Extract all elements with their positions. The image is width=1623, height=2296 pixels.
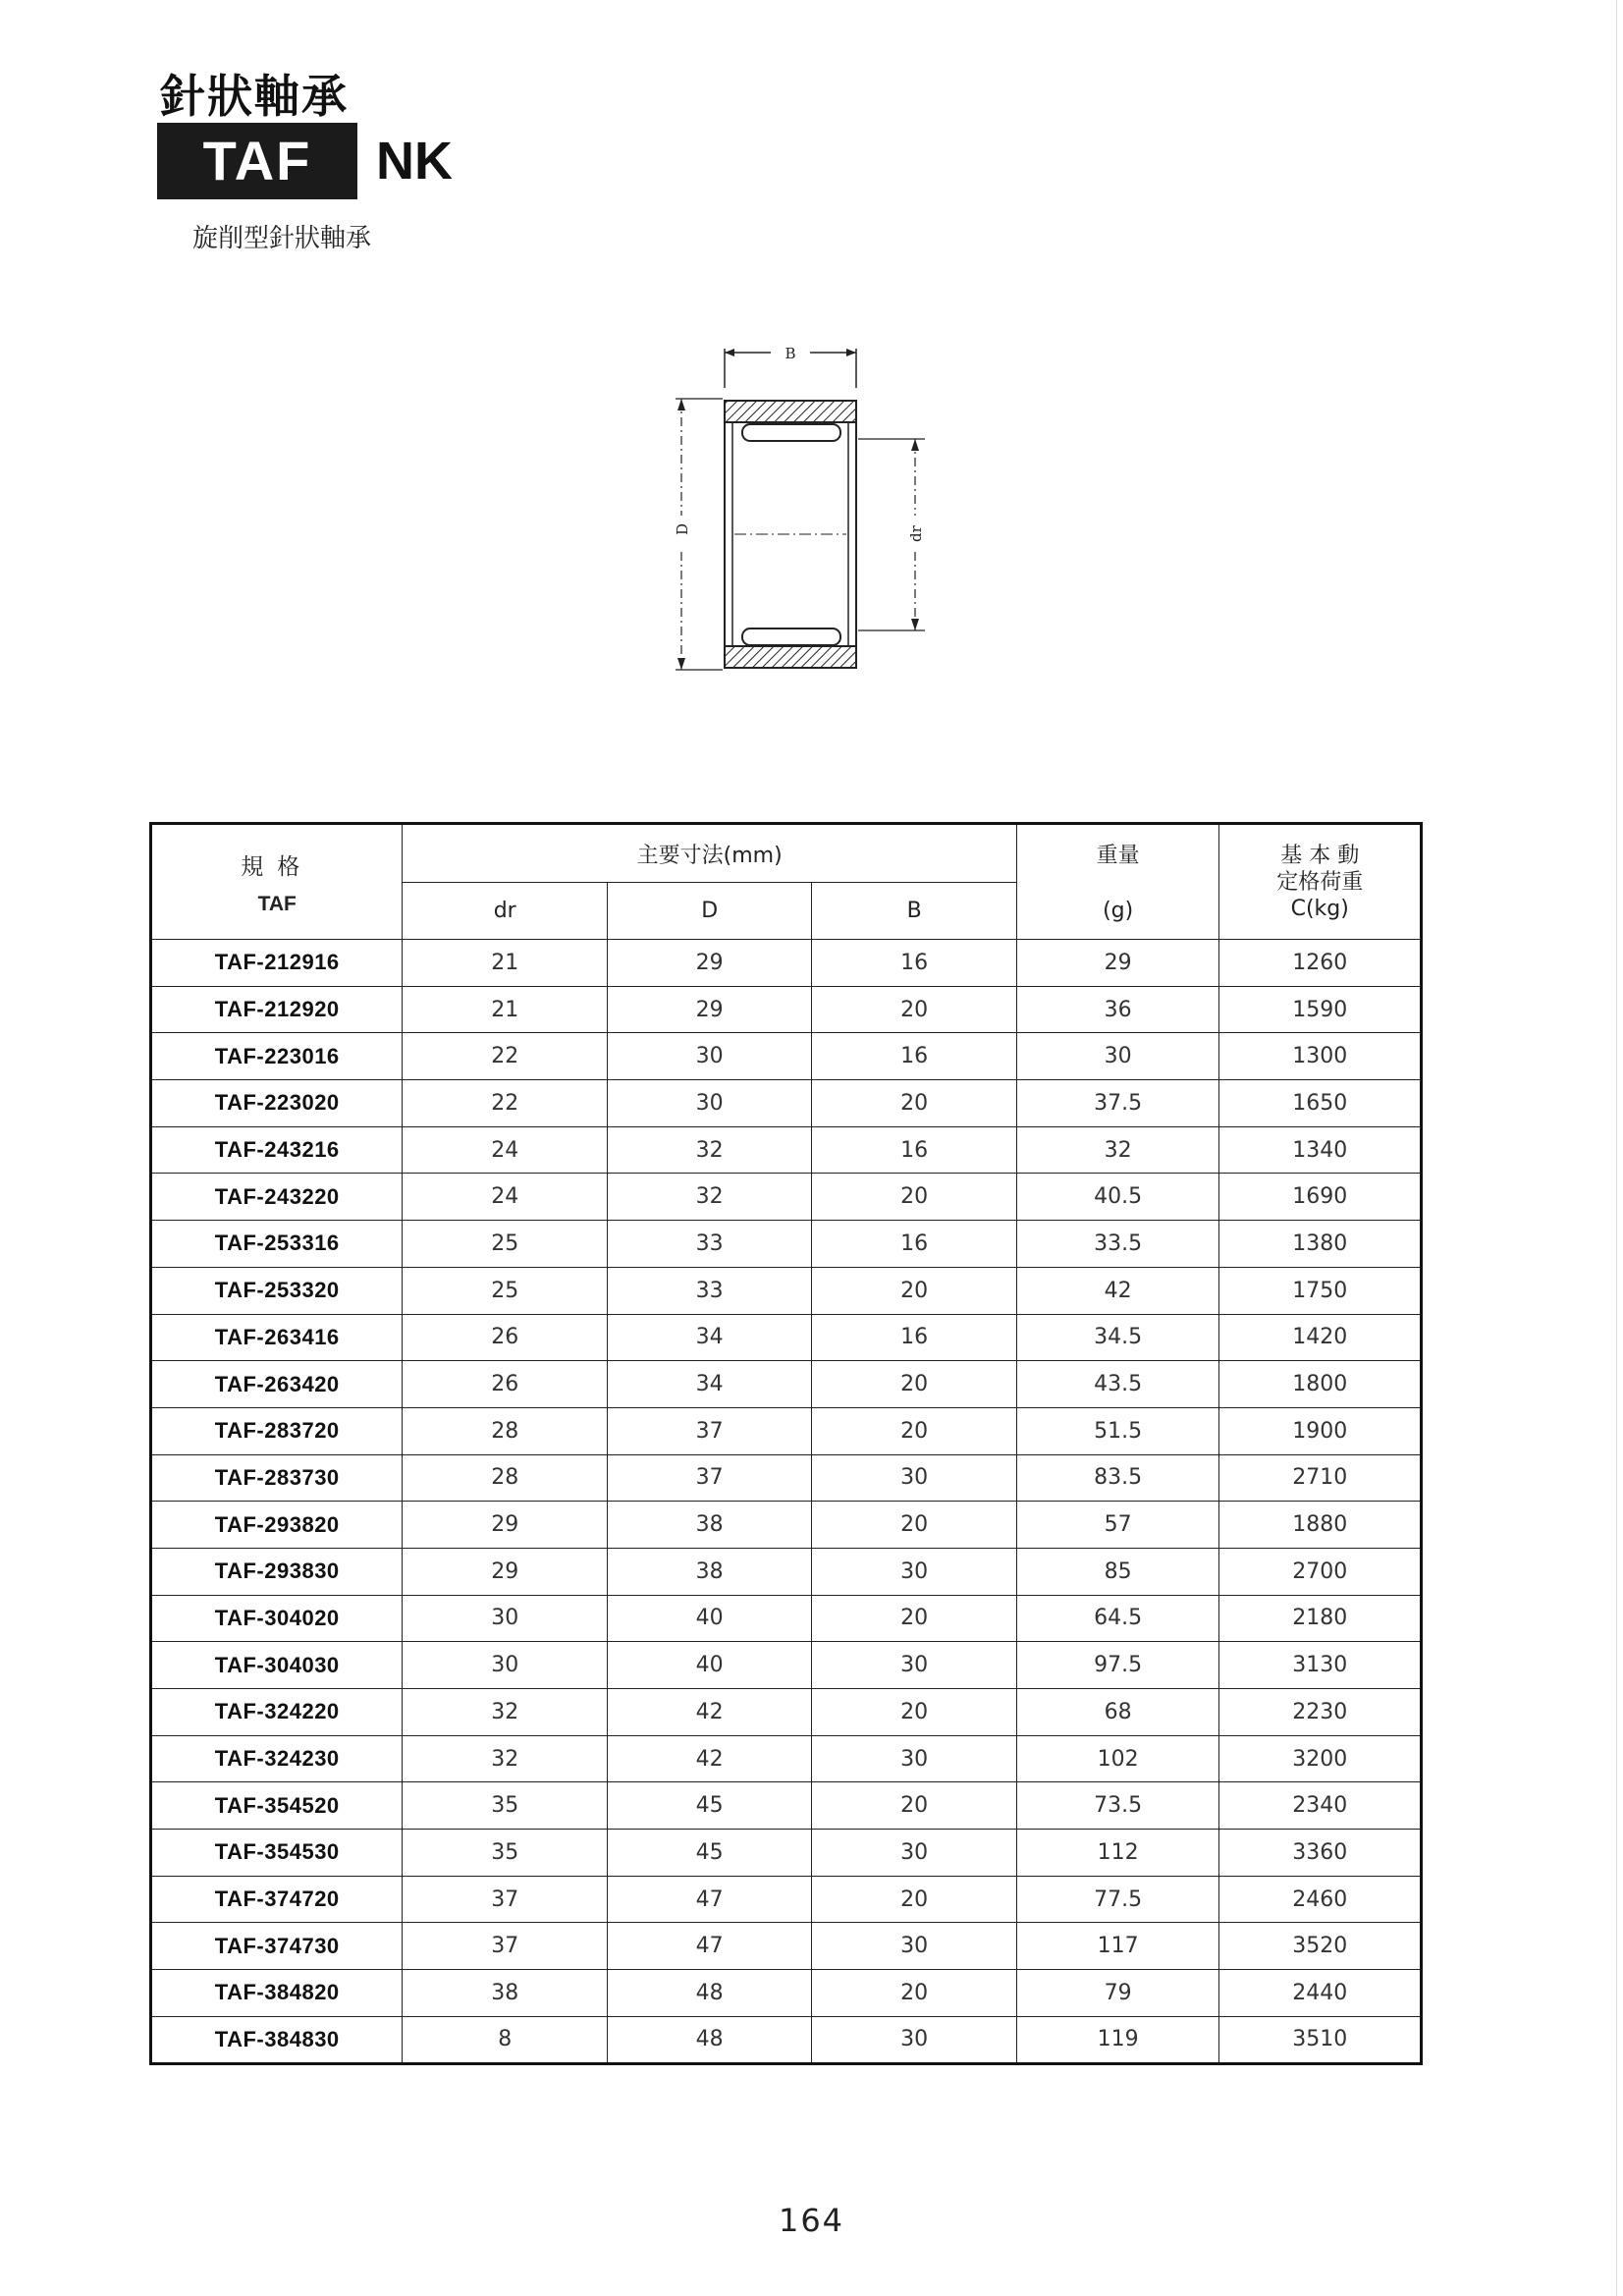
header-weight-unit: (g)	[1016, 883, 1219, 940]
cell-b: 20	[812, 1689, 1016, 1736]
cell-b: 16	[812, 1314, 1016, 1361]
cell-load: 1880	[1219, 1502, 1422, 1549]
cell-load: 2710	[1219, 1454, 1422, 1502]
header-load: 基 本 動 定格荷重 C(kg)	[1219, 824, 1422, 940]
cell-dr: 32	[403, 1735, 607, 1782]
cell-weight: 83.5	[1016, 1454, 1219, 1502]
cell-dr: 28	[403, 1407, 607, 1454]
cell-weight: 119	[1016, 2016, 1219, 2063]
cell-b: 20	[812, 1876, 1016, 1923]
outer-ring-bottom	[725, 646, 856, 668]
cell-d: 33	[607, 1267, 811, 1314]
table-row	[151, 1033, 1422, 1080]
dimension-d	[674, 399, 723, 670]
cell-dr: 22	[403, 1080, 607, 1127]
cell-model: TAF-324230	[151, 1735, 403, 1782]
cell-dr: 26	[403, 1361, 607, 1408]
cell-model: TAF-374730	[151, 1923, 403, 1970]
cell-d: 38	[607, 1548, 811, 1595]
table-row	[151, 2016, 1422, 2063]
cell-model: TAF-223016	[151, 1033, 403, 1080]
dimension-b	[725, 345, 856, 388]
cell-dr: 25	[403, 1221, 607, 1268]
cell-model: TAF-304020	[151, 1595, 403, 1642]
cell-weight: 73.5	[1016, 1782, 1219, 1830]
cell-b: 30	[812, 1548, 1016, 1595]
cell-d: 32	[607, 1126, 811, 1174]
cell-b: 20	[812, 1782, 1016, 1830]
table-row	[151, 1689, 1422, 1736]
cell-dr: 28	[403, 1454, 607, 1502]
cell-load: 1800	[1219, 1361, 1422, 1408]
cell-load: 1380	[1219, 1221, 1422, 1268]
cell-load: 3360	[1219, 1830, 1422, 1877]
table-row	[151, 1080, 1422, 1127]
cell-d: 30	[607, 1033, 811, 1080]
cell-model: TAF-374720	[151, 1876, 403, 1923]
series-suffix: NK	[376, 132, 453, 191]
page-title: 針狀軸承	[160, 70, 349, 123]
cell-load: 3510	[1219, 2016, 1422, 2063]
specification-table	[149, 822, 1423, 2065]
cell-b: 20	[812, 1361, 1016, 1408]
cell-d: 40	[607, 1642, 811, 1689]
cell-b: 20	[812, 986, 1016, 1033]
cell-d: 47	[607, 1876, 811, 1923]
table-row	[151, 1407, 1422, 1454]
cell-weight: 40.5	[1016, 1174, 1219, 1221]
cell-load: 3520	[1219, 1923, 1422, 1970]
cell-model: TAF-212920	[151, 986, 403, 1033]
needle-roller-bottom	[742, 629, 840, 645]
cell-model: TAF-304030	[151, 1642, 403, 1689]
cell-model: TAF-293820	[151, 1502, 403, 1549]
cell-dr: 37	[403, 1876, 607, 1923]
cell-dr: 24	[403, 1174, 607, 1221]
header-dr: dr	[403, 883, 607, 940]
cell-b: 30	[812, 1923, 1016, 1970]
cell-load: 1260	[1219, 940, 1422, 987]
table-row	[151, 1642, 1422, 1689]
table-row	[151, 1267, 1422, 1314]
table-row	[151, 1314, 1422, 1361]
cell-model: TAF-212916	[151, 940, 403, 987]
table-row	[151, 940, 1422, 987]
cell-weight: 30	[1016, 1033, 1219, 1080]
cell-dr: 22	[403, 1033, 607, 1080]
cell-dr: 29	[403, 1502, 607, 1549]
cell-b: 20	[812, 1174, 1016, 1221]
cell-dr: 25	[403, 1267, 607, 1314]
cell-model: TAF-283730	[151, 1454, 403, 1502]
cell-load: 2340	[1219, 1782, 1422, 1830]
table-row	[151, 1221, 1422, 1268]
cell-model: TAF-384830	[151, 2016, 403, 2063]
cell-b: 30	[812, 1735, 1016, 1782]
cell-weight: 57	[1016, 1502, 1219, 1549]
cell-d: 34	[607, 1361, 811, 1408]
cell-weight: 42	[1016, 1267, 1219, 1314]
cell-b: 16	[812, 1126, 1016, 1174]
cell-d: 47	[607, 1923, 811, 1970]
cell-model: TAF-354530	[151, 1830, 403, 1877]
needle-roller-top	[742, 424, 840, 441]
cell-dr: 30	[403, 1642, 607, 1689]
cell-model: TAF-293830	[151, 1548, 403, 1595]
cell-d: 40	[607, 1595, 811, 1642]
cell-dr: 38	[403, 1970, 607, 2017]
cell-model: TAF-384820	[151, 1970, 403, 2017]
table-row	[151, 1361, 1422, 1408]
cell-load: 3130	[1219, 1642, 1422, 1689]
cell-dr: 29	[403, 1548, 607, 1595]
cell-load: 1420	[1219, 1314, 1422, 1361]
cell-weight: 64.5	[1016, 1595, 1219, 1642]
page-subtitle: 旋削型針狀軸承	[192, 224, 372, 253]
cell-weight: 97.5	[1016, 1642, 1219, 1689]
cell-load: 2460	[1219, 1876, 1422, 1923]
series-badge: TAF	[157, 123, 357, 199]
cell-dr: 30	[403, 1595, 607, 1642]
header-dimensions: 主要寸法(mm)	[403, 824, 1016, 883]
table-row	[151, 1548, 1422, 1595]
cell-weight: 51.5	[1016, 1407, 1219, 1454]
cell-d: 45	[607, 1782, 811, 1830]
cell-b: 20	[812, 1595, 1016, 1642]
cell-model: TAF-253320	[151, 1267, 403, 1314]
cell-model: TAF-263416	[151, 1314, 403, 1361]
cell-d: 30	[607, 1080, 811, 1127]
label-b: B	[784, 345, 796, 362]
table-row	[151, 986, 1422, 1033]
cell-weight: 117	[1016, 1923, 1219, 1970]
cell-load: 2180	[1219, 1595, 1422, 1642]
cell-weight: 79	[1016, 1970, 1219, 2017]
cell-b: 20	[812, 1080, 1016, 1127]
cell-b: 30	[812, 1642, 1016, 1689]
cell-weight: 77.5	[1016, 1876, 1219, 1923]
table-row	[151, 1735, 1422, 1782]
cell-dr: 26	[403, 1314, 607, 1361]
bearing-cross-section-diagram	[648, 334, 943, 687]
cell-model: TAF-324220	[151, 1689, 403, 1736]
cell-weight: 102	[1016, 1735, 1219, 1782]
table-row	[151, 1454, 1422, 1502]
cell-dr: 8	[403, 2016, 607, 2063]
cell-dr: 37	[403, 1923, 607, 1970]
cell-weight: 68	[1016, 1689, 1219, 1736]
table-row	[151, 1876, 1422, 1923]
table-row	[151, 1126, 1422, 1174]
cell-d: 42	[607, 1735, 811, 1782]
table-row	[151, 1970, 1422, 2017]
header-b: B	[812, 883, 1016, 940]
cell-b: 20	[812, 1407, 1016, 1454]
cell-b: 16	[812, 1033, 1016, 1080]
cell-weight: 85	[1016, 1548, 1219, 1595]
cell-load: 1690	[1219, 1174, 1422, 1221]
cell-dr: 32	[403, 1689, 607, 1736]
cell-weight: 33.5	[1016, 1221, 1219, 1268]
cell-b: 20	[812, 1502, 1016, 1549]
cell-load: 2700	[1219, 1548, 1422, 1595]
cell-model: TAF-354520	[151, 1782, 403, 1830]
header-weight: 重量	[1016, 824, 1219, 883]
page-number: 164	[778, 2202, 845, 2239]
cell-weight: 36	[1016, 986, 1219, 1033]
table-row	[151, 1923, 1422, 1970]
header-spec: 規格 TAF	[151, 824, 403, 940]
label-d: D	[674, 522, 691, 535]
cell-load: 1650	[1219, 1080, 1422, 1127]
cell-dr: 35	[403, 1782, 607, 1830]
cell-d: 38	[607, 1502, 811, 1549]
cell-d: 37	[607, 1407, 811, 1454]
cell-model: TAF-263420	[151, 1361, 403, 1408]
cell-b: 20	[812, 1267, 1016, 1314]
cell-d: 48	[607, 1970, 811, 2017]
cell-dr: 24	[403, 1126, 607, 1174]
cell-d: 48	[607, 2016, 811, 2063]
cell-d: 42	[607, 1689, 811, 1736]
table-row	[151, 1782, 1422, 1830]
cell-b: 30	[812, 2016, 1016, 2063]
cell-load: 1590	[1219, 986, 1422, 1033]
table-row	[151, 1830, 1422, 1877]
outer-ring-top	[725, 401, 856, 422]
cell-d: 29	[607, 940, 811, 987]
dimension-dr	[858, 439, 925, 630]
cell-d: 33	[607, 1221, 811, 1268]
cell-b: 30	[812, 1454, 1016, 1502]
cell-load: 1340	[1219, 1126, 1422, 1174]
cell-b: 16	[812, 940, 1016, 987]
cell-b: 20	[812, 1970, 1016, 2017]
cell-model: TAF-243216	[151, 1126, 403, 1174]
cell-model: TAF-223020	[151, 1080, 403, 1127]
cell-d: 34	[607, 1314, 811, 1361]
cell-model: TAF-253316	[151, 1221, 403, 1268]
cell-weight: 29	[1016, 940, 1219, 987]
cell-b: 16	[812, 1221, 1016, 1268]
cell-b: 30	[812, 1830, 1016, 1877]
header-d: D	[607, 883, 811, 940]
table-row	[151, 1174, 1422, 1221]
cell-weight: 37.5	[1016, 1080, 1219, 1127]
cell-d: 45	[607, 1830, 811, 1877]
cell-dr: 21	[403, 940, 607, 987]
cell-load: 1750	[1219, 1267, 1422, 1314]
page-edge	[1616, 0, 1617, 2296]
cell-d: 29	[607, 986, 811, 1033]
cell-weight: 34.5	[1016, 1314, 1219, 1361]
cell-load: 2440	[1219, 1970, 1422, 2017]
cell-load: 3200	[1219, 1735, 1422, 1782]
table-row	[151, 1595, 1422, 1642]
cell-dr: 35	[403, 1830, 607, 1877]
cell-weight: 112	[1016, 1830, 1219, 1877]
cell-weight: 43.5	[1016, 1361, 1219, 1408]
table-row	[151, 1502, 1422, 1549]
cell-d: 32	[607, 1174, 811, 1221]
cell-weight: 32	[1016, 1126, 1219, 1174]
cell-d: 37	[607, 1454, 811, 1502]
cell-load: 1300	[1219, 1033, 1422, 1080]
cell-dr: 21	[403, 986, 607, 1033]
cell-model: TAF-243220	[151, 1174, 403, 1221]
cell-load: 2230	[1219, 1689, 1422, 1736]
cell-model: TAF-283720	[151, 1407, 403, 1454]
label-dr: dr	[907, 525, 925, 542]
cell-load: 1900	[1219, 1407, 1422, 1454]
